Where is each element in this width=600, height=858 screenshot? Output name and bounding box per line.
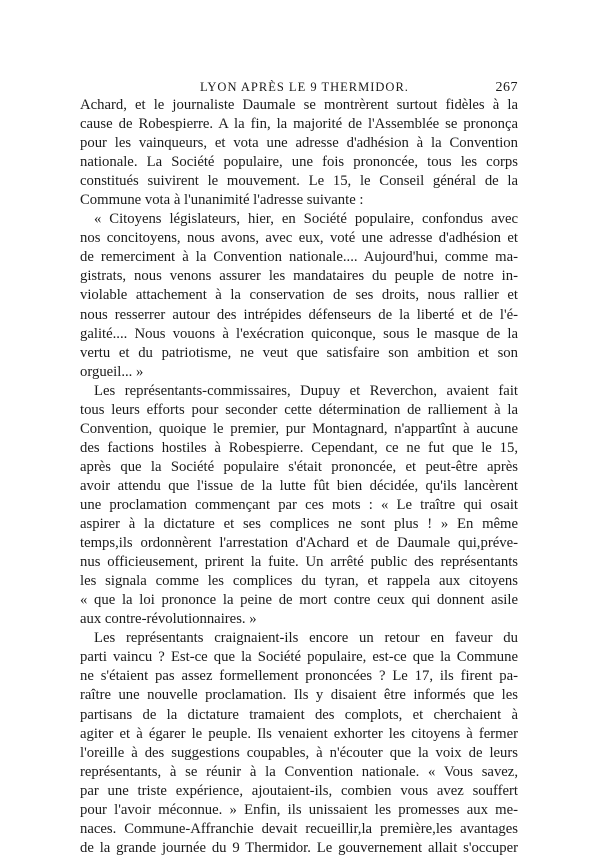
page-number: 267 bbox=[495, 80, 518, 95]
text-line: cause de Robespierre. A la fin, la majorité de l'Assemblée se prononça bbox=[80, 116, 518, 133]
text-line: aspirer à la dictature et ses complices ne sont plus ! » En même bbox=[80, 516, 518, 533]
text-line: des factions hostiles à Robespierre. Cependant, ce ne fut que le 15, bbox=[80, 439, 518, 456]
text-line: après que la Société populaire s'était prononcée, et peut-être après bbox=[80, 458, 518, 475]
text-line: « que la loi prononce la peine de mort contre ceux qui donnent asile bbox=[80, 592, 518, 609]
running-header bbox=[80, 80, 518, 96]
text-line: représentants, à se réunir à la Convention nationale. « Vous savez, bbox=[80, 763, 518, 780]
text-line: constitués suivirent le mouvement. Le 15, le Conseil général de la bbox=[80, 173, 518, 190]
text-line: partisans de la dictature tramaient des complots, et cherchaient à bbox=[80, 706, 518, 723]
text-line: naces. Commune-Affranchie devait recueillir,la première,les avantages bbox=[80, 820, 518, 837]
text-line: de la grande journée du 9 Thermidor. Le gouvernement allait s'occuper bbox=[80, 839, 518, 856]
text-line: Convention, quoique le premier, pur Montagnard, n'appartînt à aucune bbox=[80, 420, 518, 437]
text-line: Les représentants-commissaires, Dupuy et Reverchon, avaient fait bbox=[94, 382, 518, 399]
text-line: parti vaincu ? Est-ce que la Société populaire, est-ce que la Commune bbox=[80, 649, 518, 666]
text-line: l'oreille à des suggestions coupables, à n'écouter que la voix de leurs bbox=[80, 744, 518, 761]
text-line: avoir attendu que l'issue de la lutte fût bien décidée, qu'ils lancèrent bbox=[80, 477, 518, 494]
text-line: une proclamation commençant par ces mots : « Le traître qui osait bbox=[80, 496, 518, 513]
text-line: tous leurs efforts pour seconder cette détermination de ralliement à la bbox=[80, 401, 518, 418]
text-line: nous resserrer autour des intrépides défenseurs de la liberté et de l'é- bbox=[80, 306, 518, 323]
text-line: nationale. La Société populaire, une fois prononcée, tous les corps bbox=[80, 154, 518, 171]
text-line: de remerciment à la Convention nationale.... Aujourd'hui, comme ma- bbox=[80, 249, 518, 266]
text-line: raître une nouvelle proclamation. Ils y disaient être informés que les bbox=[80, 687, 518, 704]
text-line: agiter et à égarer le peuple. Ils venaient exhorter les citoyens à fermer bbox=[80, 725, 518, 742]
text-line: galité.... Nous vouons à l'exécration quiconque, sous le masque de la bbox=[80, 325, 518, 342]
body-text bbox=[80, 96, 518, 858]
text-line: « Citoyens législateurs, hier, en Société populaire, confondus avec bbox=[94, 211, 518, 228]
text-line: vertu et du patriotisme, ne veut que satisfaire son ambition et son bbox=[80, 344, 518, 361]
text-line: pour l'avoir méconnue. » Enfin, ils unissaient les promesses aux me- bbox=[80, 801, 518, 818]
text-line: Commune vota à l'unanimité l'adresse suivante : bbox=[80, 192, 364, 209]
text-line: aux contre-révolutionnaires. » bbox=[80, 611, 257, 628]
text-line: Les représentants craignaient-ils encore un retour en faveur du bbox=[94, 630, 518, 647]
text-line: orgueil... » bbox=[80, 363, 144, 380]
text-line: gistrats, nous venons assurer les mandataires du peuple de notre in- bbox=[80, 268, 518, 285]
text-line: les signala comme les complices du tyran, et rappela aux citoyens bbox=[80, 573, 518, 590]
text-line: Achard, et le journaliste Daumale se montrèrent surtout fidèles à la bbox=[80, 97, 518, 113]
text-line: violable attachement à la conservation de ses droits, nous rallier et bbox=[80, 287, 518, 304]
running-title: LYON APRÈS LE 9 THERMIDOR. bbox=[200, 80, 409, 94]
text-line: par une triste expérience, ajoutaient-ils, combien vous avez souffert bbox=[80, 782, 518, 799]
text-line: nus officieusement, prirent la fuite. Un arrêté public des représentants bbox=[80, 554, 518, 571]
text-line: temps,ils ordonnèrent l'arrestation d'Achard et de Daumale qui,préve- bbox=[80, 535, 518, 552]
text-line: ne s'étaient pas assez formellement prononcées ? Le 17, ils firent pa- bbox=[80, 668, 518, 685]
text-line: pour les vainqueurs, et vota une adresse d'adhésion à la Convention bbox=[80, 135, 518, 152]
text-line: nos concitoyens, nous avons, avec eux, voté une adresse d'adhésion et bbox=[80, 230, 518, 247]
